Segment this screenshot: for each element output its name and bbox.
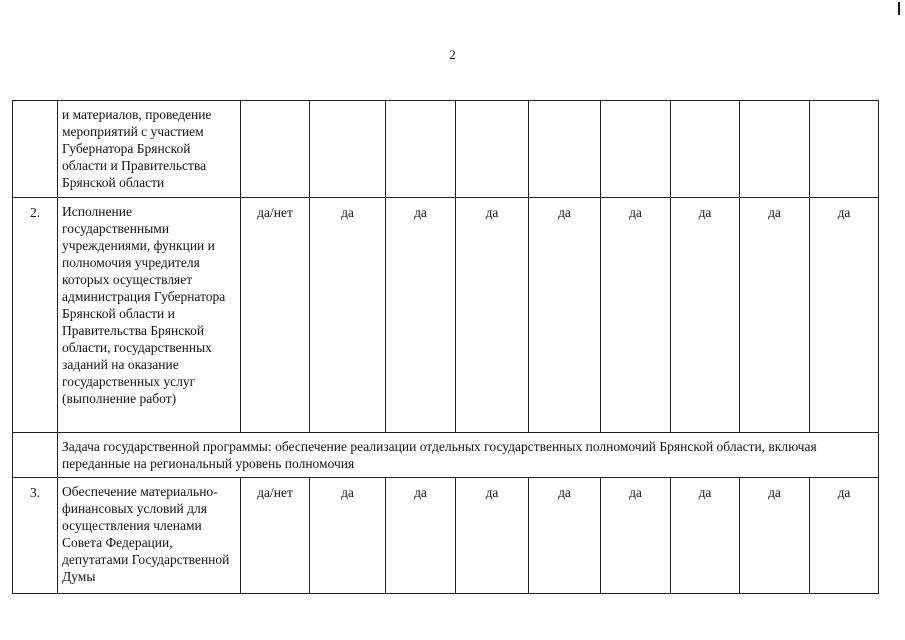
value-cell: да <box>601 198 671 433</box>
value-cell: да <box>456 478 529 594</box>
task-description: Задача государственной программы: обеспечение реализации отдельных государственных полномочий Брянской области, включая переданные на региональный уровень полномочия <box>58 433 879 478</box>
value-cell: да <box>386 478 456 594</box>
value-cell: да <box>810 478 879 594</box>
value-cell <box>671 101 740 198</box>
table-row <box>13 478 879 594</box>
value-cell <box>386 101 456 198</box>
value-cell <box>529 101 601 198</box>
row-description: Обеспечение материально-финансовых условий для осуществления членами Совета Федерации, депутатами Государственной Думы <box>58 478 241 594</box>
unit-cell <box>241 101 310 198</box>
unit-cell: да/нет <box>241 198 310 433</box>
row-description: Исполнение государственными учреждениями, функции и полномочия учредителя которых осуществляет администрация Губернатора Брянской области и Правительства Брянской области, государственных заданий на оказание государственных услуг (выполнение работ) <box>58 198 241 433</box>
table-row <box>13 101 879 198</box>
value-cell <box>810 101 879 198</box>
indicator-table <box>12 100 879 594</box>
value-cell: да <box>386 198 456 433</box>
value-cell: да <box>740 478 810 594</box>
value-cell <box>310 101 386 198</box>
unit-cell: да/нет <box>241 478 310 594</box>
value-cell <box>740 101 810 198</box>
row-number <box>13 101 58 198</box>
value-cell: да <box>740 198 810 433</box>
row-description: и материалов, проведение мероприятий с участием Губернатора Брянской области и Правительства Брянской области <box>58 101 241 198</box>
value-cell: да <box>529 478 601 594</box>
value-cell: да <box>671 198 740 433</box>
value-cell <box>601 101 671 198</box>
value-cell: да <box>310 198 386 433</box>
task-row-number <box>13 433 58 478</box>
value-cell: да <box>671 478 740 594</box>
value-cell: да <box>529 198 601 433</box>
page-number: 2 <box>449 47 456 62</box>
task-row <box>13 433 879 478</box>
row-number: 3. <box>13 478 58 594</box>
edge-mark <box>898 2 900 15</box>
value-cell <box>456 101 529 198</box>
table-row <box>13 198 879 433</box>
value-cell: да <box>310 478 386 594</box>
value-cell: да <box>456 198 529 433</box>
value-cell: да <box>810 198 879 433</box>
value-cell: да <box>601 478 671 594</box>
row-number: 2. <box>13 198 58 433</box>
